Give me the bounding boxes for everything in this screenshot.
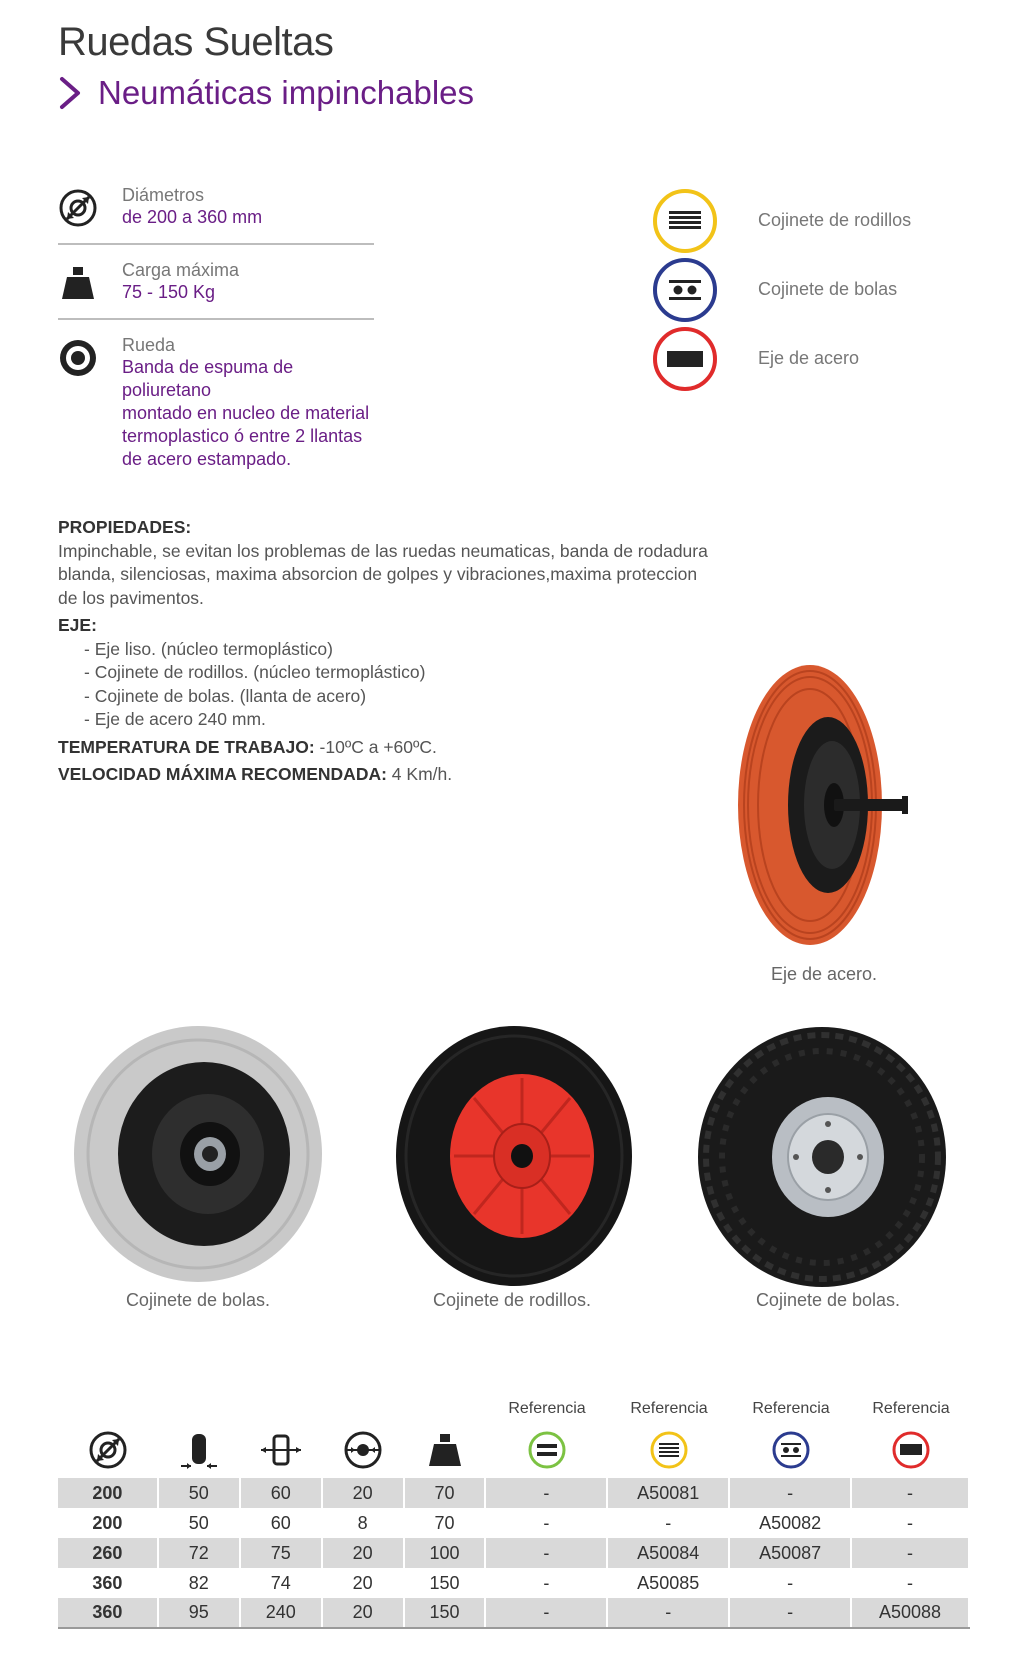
header-bore xyxy=(322,1390,404,1474)
header-ref-smooth xyxy=(486,1390,608,1474)
table-cell: - xyxy=(485,1478,607,1508)
table-cell: 60 xyxy=(240,1478,322,1508)
table-cell: 200 xyxy=(58,1478,158,1508)
spec-diameter xyxy=(58,184,374,245)
table-cell: 240 xyxy=(240,1598,322,1628)
table-cell: - xyxy=(485,1538,607,1568)
width-icon xyxy=(179,1430,219,1470)
table-cell: 70 xyxy=(404,1508,486,1538)
axle-item: - Cojinete de bolas. (llanta de acero) xyxy=(84,685,367,706)
spec-list xyxy=(58,184,374,495)
props-text-line: Impinchable, se evitan los problemas de las ruedas neumaticas, banda de rodadura xyxy=(58,540,708,561)
table-cell: - xyxy=(851,1478,969,1508)
legend-item-steel xyxy=(652,324,911,393)
table-cell: 360 xyxy=(58,1598,158,1628)
table-cell: 150 xyxy=(404,1598,486,1628)
table-row xyxy=(58,1598,969,1628)
red-hub-wheel-image xyxy=(392,1024,636,1288)
wheel-icon xyxy=(58,338,98,378)
props-text-line: de los pavimentos. xyxy=(58,587,204,608)
table-cell: 95 xyxy=(158,1598,240,1628)
subtitle-text: Neumáticas impinchables xyxy=(98,74,475,111)
header-ref-steel xyxy=(852,1390,970,1474)
table-cell: 50 xyxy=(158,1508,240,1538)
table-cell: 8 xyxy=(322,1508,404,1538)
table-row xyxy=(58,1568,969,1598)
table-cell: 360 xyxy=(58,1568,158,1598)
chevron-right-icon xyxy=(56,75,84,111)
grey-wheel-image xyxy=(72,1024,324,1284)
bearing-legend xyxy=(652,186,911,393)
header-ref-roller xyxy=(608,1390,730,1474)
table-cell: 70 xyxy=(404,1478,486,1508)
knobby-wheel-caption: Cojinete de bolas. xyxy=(755,1290,901,1310)
table-cell: 75 xyxy=(240,1538,322,1568)
legend-label: Cojinete de rodillos xyxy=(758,210,912,230)
section-subtitle xyxy=(56,74,474,112)
legend-item-roller xyxy=(652,186,911,255)
axle-heading: EJE: xyxy=(58,615,97,635)
table-header xyxy=(58,1390,970,1474)
reference-label: Referencia xyxy=(508,1400,586,1417)
product-table xyxy=(58,1478,970,1629)
table-cell: - xyxy=(729,1478,851,1508)
props-heading: PROPIEDADES: xyxy=(58,517,192,537)
spec-value-line: de acero estampado. xyxy=(122,449,292,469)
speed-value: 4 Km/h. xyxy=(386,764,453,784)
diameter-icon xyxy=(88,1430,128,1470)
table-cell: 200 xyxy=(58,1508,158,1538)
weight-icon xyxy=(425,1430,465,1470)
orange-wheel-caption: Eje de acero. xyxy=(770,964,878,984)
hub-length-icon xyxy=(259,1430,303,1470)
red-hub-wheel-caption: Cojinete de rodillos. xyxy=(432,1290,592,1310)
table-cell: - xyxy=(851,1538,969,1568)
table-cell: 72 xyxy=(158,1538,240,1568)
spec-value: 75 - 150 Kg xyxy=(122,282,216,302)
table-cell: - xyxy=(729,1568,851,1598)
spec-load xyxy=(58,259,374,320)
table-cell: A50087 xyxy=(729,1538,851,1568)
header-ref-ball xyxy=(730,1390,852,1474)
table-cell: 50 xyxy=(158,1478,240,1508)
knobby-wheel-image xyxy=(696,1026,948,1288)
table-cell: A50088 xyxy=(851,1598,969,1628)
props-text-line: blanda, silenciosas, maxima absorcion de golpes y vibraciones,maxima proteccion xyxy=(58,564,698,584)
page-title: Ruedas Sueltas xyxy=(58,20,334,64)
table-cell: A50081 xyxy=(607,1478,729,1508)
spec-label: Rueda xyxy=(122,335,176,355)
spec-value-line: montado en nucleo de material xyxy=(122,403,370,423)
table-cell: 260 xyxy=(58,1538,158,1568)
bore-icon xyxy=(343,1430,383,1470)
table-cell: 20 xyxy=(322,1478,404,1508)
reference-label: Referencia xyxy=(872,1400,950,1417)
table-cell: 150 xyxy=(404,1568,486,1598)
spec-value-line: termoplastico ó entre 2 llantas xyxy=(122,426,363,446)
axle-item: - Eje de acero 240 mm. xyxy=(84,709,266,729)
table-cell: 20 xyxy=(322,1568,404,1598)
diameter-icon xyxy=(58,188,98,228)
table-cell: - xyxy=(851,1568,969,1598)
steel-axle-icon xyxy=(891,1430,931,1470)
speed-heading: VELOCIDAD MÁXIMA RECOMENDADA: xyxy=(58,764,387,784)
smooth-axle-icon xyxy=(527,1430,567,1470)
table-row xyxy=(58,1478,969,1508)
reference-label: Referencia xyxy=(630,1400,708,1417)
spec-value: de 200 a 360 mm xyxy=(122,207,263,227)
weight-icon xyxy=(58,263,98,303)
spec-label: Diámetros xyxy=(122,185,205,205)
table-cell: - xyxy=(851,1508,969,1538)
table-cell: A50084 xyxy=(607,1538,729,1568)
header-load xyxy=(404,1390,486,1474)
spec-value-line: Banda de espuma de poliuretano xyxy=(122,357,294,400)
table-row xyxy=(58,1538,969,1568)
table-cell: 82 xyxy=(158,1568,240,1598)
temp-heading: TEMPERATURA DE TRABAJO: xyxy=(58,736,315,757)
spec-wheel xyxy=(58,334,374,481)
grey-wheel-caption: Cojinete de bolas. xyxy=(125,1290,271,1310)
table-cell: - xyxy=(607,1598,729,1628)
table-cell: - xyxy=(485,1508,607,1538)
ball-bearing-icon xyxy=(652,257,718,323)
steel-axle-icon xyxy=(652,326,718,392)
axle-item: - Cojinete de rodillos. (núcleo termoplástico) xyxy=(84,662,426,682)
table-cell: 20 xyxy=(322,1538,404,1568)
header-diameter xyxy=(58,1390,158,1474)
properties-block xyxy=(58,516,778,787)
roller-bearing-icon xyxy=(649,1430,689,1470)
temp-value: -10ºC a +60ºC. xyxy=(314,736,437,757)
axle-item: - Eje liso. (núcleo termoplástico) xyxy=(84,638,333,659)
table-cell: 20 xyxy=(322,1598,404,1628)
reference-label: Referencia xyxy=(752,1400,830,1417)
table-cell: - xyxy=(607,1508,729,1538)
header-hub-length xyxy=(240,1390,322,1474)
table-cell: - xyxy=(729,1598,851,1628)
legend-label: Cojinete de bolas xyxy=(758,279,898,299)
table-cell: 60 xyxy=(240,1508,322,1538)
header-width xyxy=(158,1390,240,1474)
table-cell: A50082 xyxy=(729,1508,851,1538)
table-cell: - xyxy=(485,1568,607,1598)
ball-bearing-icon xyxy=(771,1430,811,1470)
legend-item-ball xyxy=(652,255,911,324)
roller-bearing-icon xyxy=(652,188,718,254)
table-cell: 74 xyxy=(240,1568,322,1598)
table-cell: A50085 xyxy=(607,1568,729,1598)
spec-label: Carga máxima xyxy=(122,260,240,280)
table-row xyxy=(58,1508,969,1538)
table-cell: - xyxy=(485,1598,607,1628)
table-cell: 100 xyxy=(404,1538,486,1568)
legend-label: Eje de acero xyxy=(758,348,860,368)
orange-wheel-image xyxy=(730,660,920,950)
